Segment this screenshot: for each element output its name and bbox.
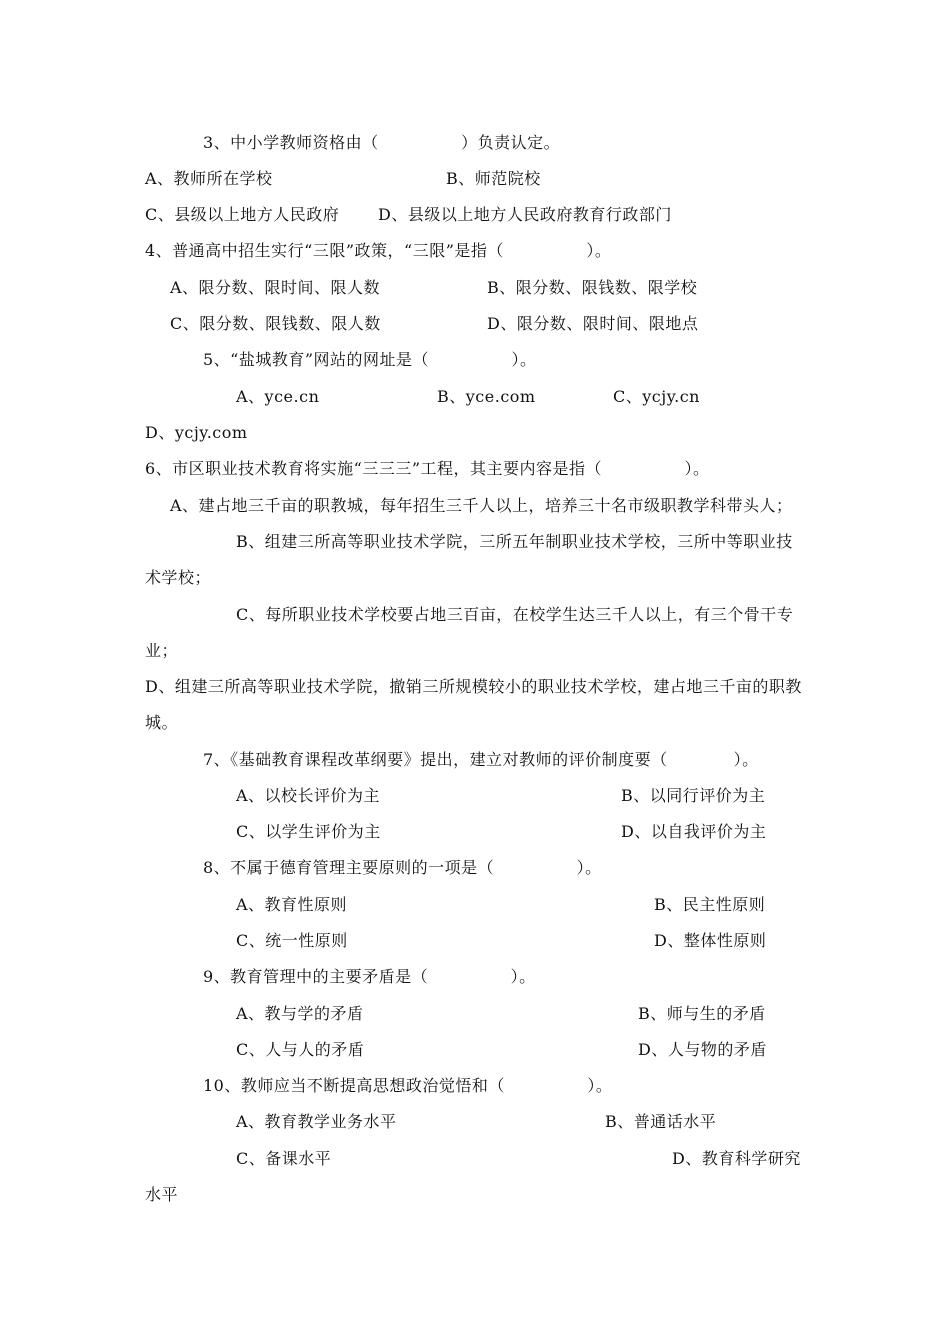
q3-option-b: B、师范院校 xyxy=(446,169,541,188)
q8-option-a: A、教育性原则 xyxy=(236,895,348,914)
q9-option-c: C、人与人的矛盾 xyxy=(236,1040,365,1059)
q10-stem: 10、教师应当不断提高思想政治觉悟和（ ）。 xyxy=(203,1076,613,1095)
q5-option-d: D、ycjy.com xyxy=(145,423,248,442)
q9-option-a: A、教与学的矛盾 xyxy=(236,1004,364,1023)
q7-option-a: A、以校长评价为主 xyxy=(236,786,381,805)
q6-stem: 6、市区职业技术教育将实施“三三三”工程，其主要内容是指（ ）。 xyxy=(145,459,710,478)
q4-option-d: D、限分数、限时间、限地点 xyxy=(487,314,699,333)
q6-option-c-line2: 业； xyxy=(145,641,179,660)
q5-stem: 5、“盐城教育”网站的网址是（ ）。 xyxy=(203,350,537,369)
q3-option-c: C、县级以上地方人民政府 xyxy=(145,205,340,224)
q8-option-c: C、统一性原则 xyxy=(236,931,348,950)
q6-option-a: A、建占地三千亩的职教城，每年招生三千人以上，培养三十名市级职教学科带头人； xyxy=(170,496,793,515)
q5-option-c: C、ycjy.cn xyxy=(613,387,700,406)
q10-option-a: A、教育教学业务水平 xyxy=(236,1112,397,1131)
q8-stem: 8、不属于德育管理主要原则的一项是（ ）。 xyxy=(203,858,602,877)
q4-stem: 4、普通高中招生实行“三限”政策，“三限”是指（ ）。 xyxy=(145,241,612,260)
q6-option-d-line2: 城。 xyxy=(145,713,179,732)
q8-option-d: D、整体性原则 xyxy=(654,931,767,950)
q10-option-c: C、备课水平 xyxy=(236,1149,332,1168)
q7-option-d: D、以自我评价为主 xyxy=(621,822,767,841)
q5-option-b: B、yce.com xyxy=(437,387,536,406)
q7-stem: 7、《基础教育课程改革纲要》提出，建立对教师的评价制度要（ ）。 xyxy=(203,750,759,769)
q3-stem: 3、中小学教师资格由（ ）负责认定。 xyxy=(203,133,561,152)
q4-option-a: A、限分数、限时间、限人数 xyxy=(170,278,381,297)
q7-option-b: B、以同行评价为主 xyxy=(621,786,766,805)
q10-option-b: B、普通话水平 xyxy=(605,1112,717,1131)
q6-option-b-line2: 术学校； xyxy=(145,568,212,587)
q3-option-d: D、县级以上地方人民政府教育行政部门 xyxy=(378,205,672,224)
q10-option-d-line1: D、教育科学研究 xyxy=(672,1149,801,1168)
q7-option-c: C、以学生评价为主 xyxy=(236,822,381,841)
q9-stem: 9、教育管理中的主要矛盾是（ ）。 xyxy=(203,967,536,986)
q8-option-b: B、民主性原则 xyxy=(654,895,766,914)
q9-option-d: D、人与物的矛盾 xyxy=(638,1040,767,1059)
q9-option-b: B、师与生的矛盾 xyxy=(638,1004,766,1023)
q4-option-c: C、限分数、限钱数、限人数 xyxy=(170,314,381,333)
q3-option-a: A、教师所在学校 xyxy=(145,169,273,188)
q6-option-c-line1: C、每所职业技术学校要占地三百亩，在校学生达三千人以上，有三个骨干专 xyxy=(236,605,794,624)
q6-option-d-line1: D、组建三所高等职业技术学院，撤销三所规模较小的职业技术学校，建占地三千亩的职教 xyxy=(145,677,802,696)
q4-option-b: B、限分数、限钱数、限学校 xyxy=(487,278,698,297)
q5-option-a: A、yce.cn xyxy=(236,387,320,406)
q6-option-b-line1: B、组建三所高等职业技术学院，三所五年制职业技术学校，三所中等职业技 xyxy=(236,532,793,551)
q10-option-d-line2: 水平 xyxy=(145,1185,179,1204)
